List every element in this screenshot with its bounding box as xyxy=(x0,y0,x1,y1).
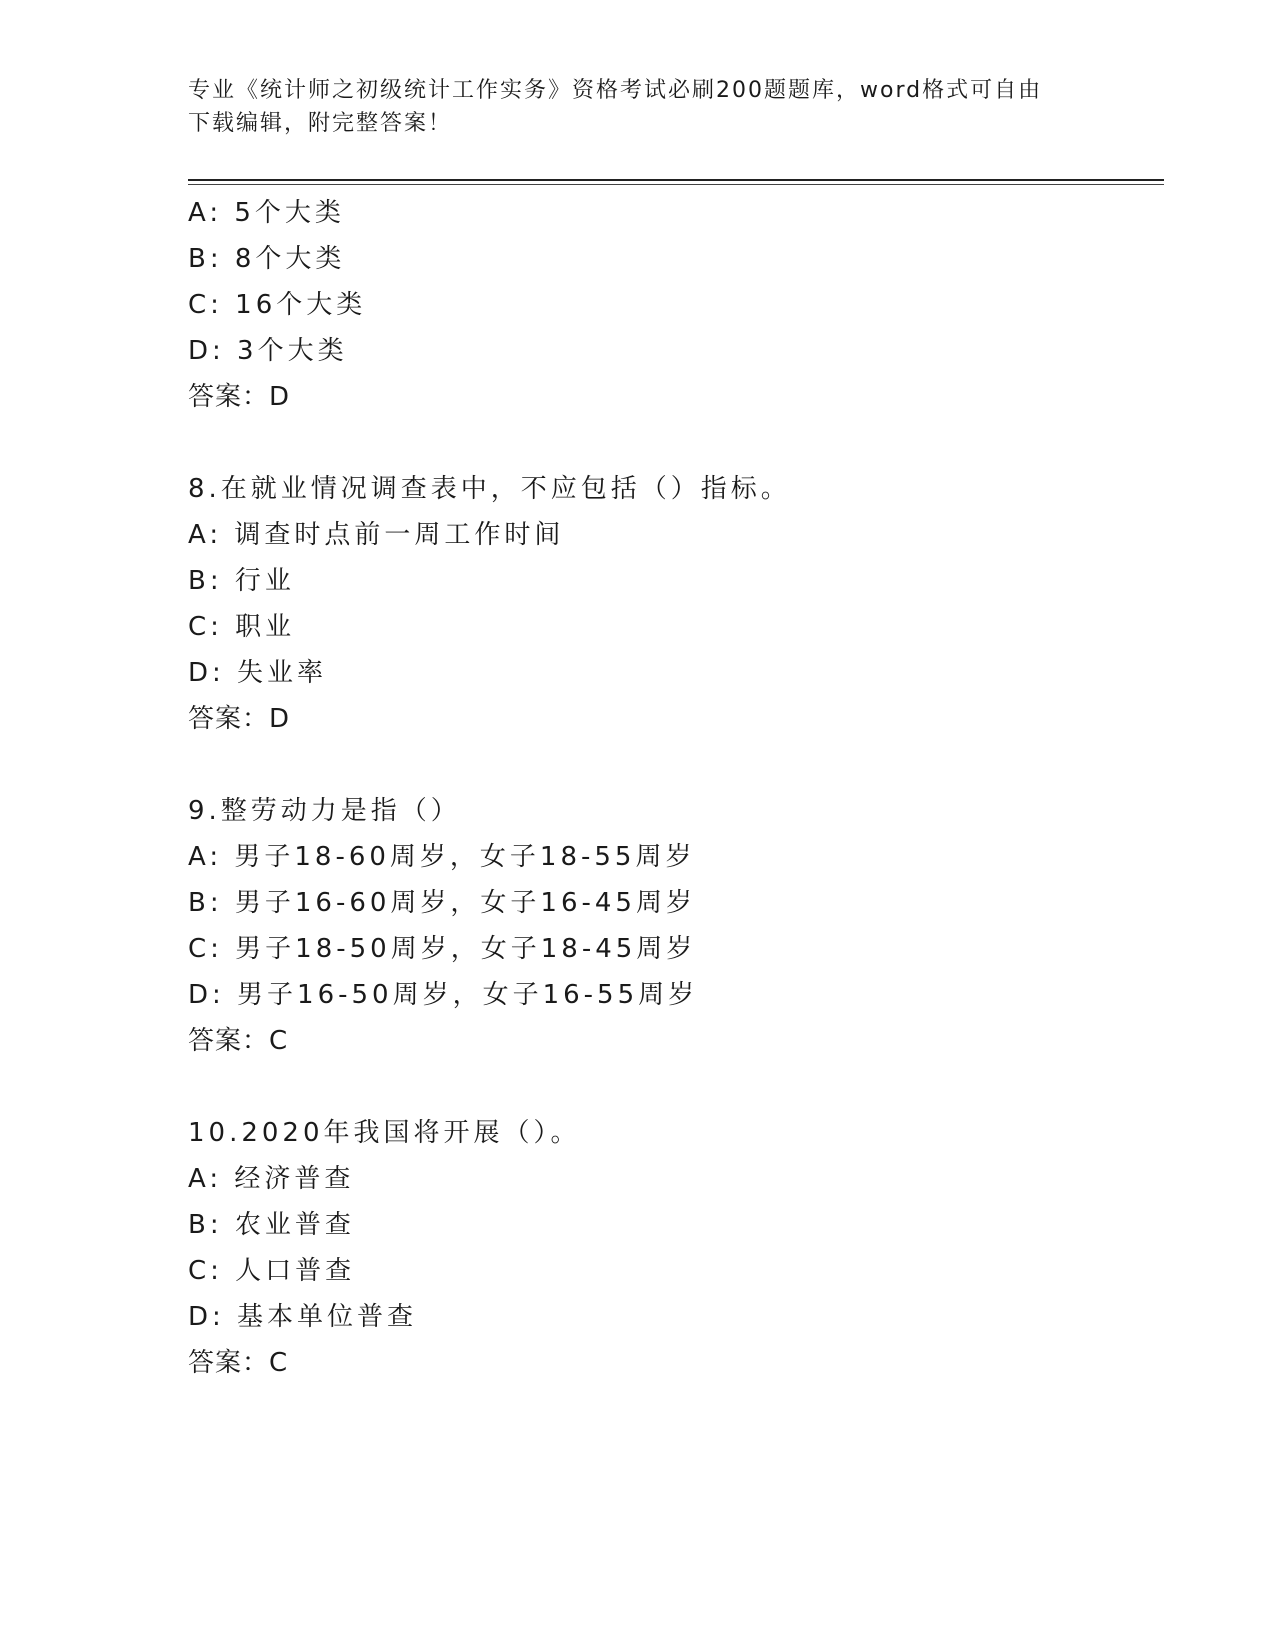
option-d: D: 基本单位普查 xyxy=(188,1302,418,1332)
spacer xyxy=(188,420,1148,466)
option-c: C: 男子18-50周岁，女子18-45周岁 xyxy=(188,934,697,964)
header-rule-thick xyxy=(188,179,1164,181)
option-b: B: 男子16-60周岁，女子16-45周岁 xyxy=(188,888,696,918)
question-10 xyxy=(188,1110,1148,1386)
header-line-1: 专业《统计师之初级统计工作实务》资格考试必刷200题题库，word格式可自由 xyxy=(188,78,1043,103)
option-b: B: 8个大类 xyxy=(188,244,346,274)
option-c: C: 人口普查 xyxy=(188,1256,356,1286)
option-d: D: 失业率 xyxy=(188,658,328,688)
option-d: D: 3个大类 xyxy=(188,336,348,366)
document-header xyxy=(188,74,1088,140)
question-9 xyxy=(188,788,1148,1064)
option-a: A: 男子18-60周岁，女子18-55周岁 xyxy=(188,842,696,872)
answer-line: 答案：D xyxy=(188,704,291,734)
answer-line: 答案：D xyxy=(188,382,291,412)
question-text: 10.2020年我国将开展（）。 xyxy=(188,1118,581,1148)
spacer xyxy=(188,742,1148,788)
question-list xyxy=(188,190,1148,1386)
option-a: A: 调查时点前一周工作时间 xyxy=(188,520,565,550)
header-line-2: 下载编辑，附完整答案！ xyxy=(188,111,453,136)
question-text: 9.整劳动力是指（） xyxy=(188,796,461,826)
header-rule-thin xyxy=(188,184,1164,185)
option-c: C: 16个大类 xyxy=(188,290,367,320)
option-b: B: 农业普查 xyxy=(188,1210,355,1240)
spacer xyxy=(188,1064,1148,1110)
option-a: A: 经济普查 xyxy=(188,1164,355,1194)
question-text: 8.在就业情况调查表中，不应包括（）指标。 xyxy=(188,474,791,504)
option-d: D: 男子16-50周岁，女子16-55周岁 xyxy=(188,980,699,1010)
answer-line: 答案：C xyxy=(188,1348,289,1378)
option-b: B: 行业 xyxy=(188,566,295,596)
question-8 xyxy=(188,466,1148,742)
answer-line: 答案：C xyxy=(188,1026,289,1056)
option-a: A: 5个大类 xyxy=(188,198,345,228)
question-7 xyxy=(188,190,1148,420)
option-c: C: 职业 xyxy=(188,612,296,642)
